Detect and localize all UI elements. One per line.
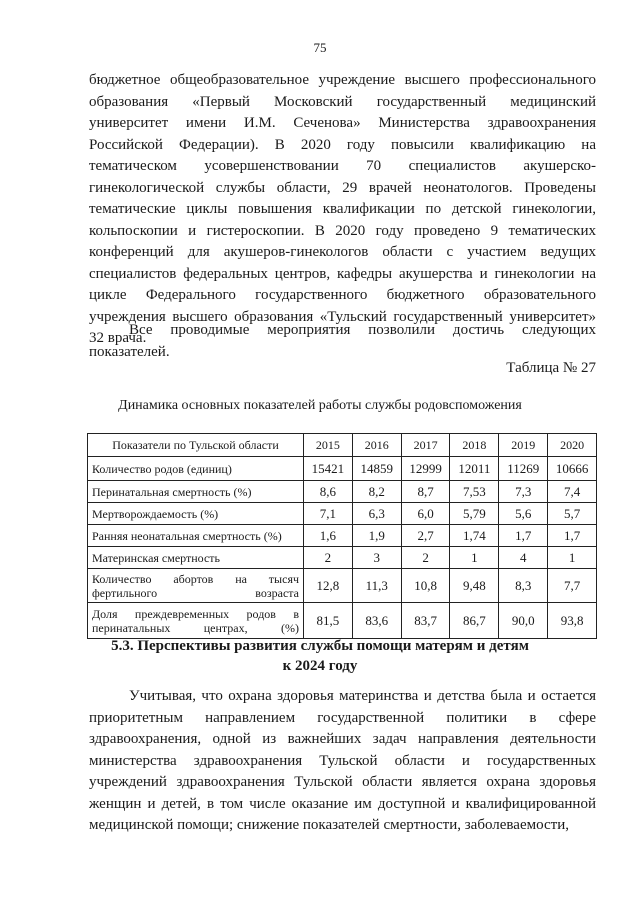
header-year: 2017	[401, 434, 450, 457]
cell-value: 1,7	[548, 525, 597, 547]
row-label: Перинатальная смертность (%)	[88, 481, 304, 503]
cell-value: 5,6	[499, 503, 548, 525]
table-number: Таблица № 27	[506, 360, 596, 376]
header-indicator: Показатели по Тульской области	[88, 434, 304, 457]
table-row	[88, 457, 597, 481]
cell-value: 81,5	[304, 603, 353, 639]
cell-value: 4	[499, 547, 548, 569]
table-caption: Динамика основных показателей работы службы родовспоможения	[118, 398, 522, 413]
row-label: Ранняя неонатальная смертность (%)	[88, 525, 304, 547]
cell-value: 7,4	[548, 481, 597, 503]
cell-value: 83,6	[352, 603, 401, 639]
cell-value: 12,8	[304, 569, 353, 603]
cell-value: 2,7	[401, 525, 450, 547]
cell-value: 5,7	[548, 503, 597, 525]
section-heading-line: 5.3. Перспективы развития службы помощи матерям и детям	[111, 638, 529, 654]
section-heading-line: к 2024 году	[282, 658, 358, 674]
cell-value: 86,7	[450, 603, 499, 639]
cell-value: 11269	[499, 457, 548, 481]
cell-value: 8,3	[499, 569, 548, 603]
cell-value: 11,3	[352, 569, 401, 603]
cell-value: 8,6	[304, 481, 353, 503]
row-label: Доля преждевременных родов в перинатальных центрах, (%)	[88, 603, 304, 639]
cell-value: 7,53	[450, 481, 499, 503]
table-row	[88, 547, 597, 569]
cell-value: 2	[304, 547, 353, 569]
cell-value: 93,8	[548, 603, 597, 639]
table-row	[88, 569, 597, 603]
table-row	[88, 481, 597, 503]
cell-value: 1	[548, 547, 597, 569]
paragraph-results: Все проводимые мероприятия позволили достичь следующих показателей.	[89, 322, 596, 360]
cell-value: 7,7	[548, 569, 597, 603]
cell-value: 1	[450, 547, 499, 569]
cell-value: 90,0	[499, 603, 548, 639]
cell-value: 7,1	[304, 503, 353, 525]
row-label: Материнская смертность	[88, 547, 304, 569]
header-year: 2020	[548, 434, 597, 457]
row-label: Мертворождаемость (%)	[88, 503, 304, 525]
cell-value: 8,7	[401, 481, 450, 503]
cell-value: 6,0	[401, 503, 450, 525]
cell-value: 14859	[352, 457, 401, 481]
table-row	[88, 603, 597, 639]
cell-value: 3	[352, 547, 401, 569]
indicators-table	[87, 433, 597, 639]
section-heading	[0, 636, 640, 676]
header-year: 2019	[499, 434, 548, 457]
header-year: 2016	[352, 434, 401, 457]
cell-value: 5,79	[450, 503, 499, 525]
cell-value: 1,7	[499, 525, 548, 547]
row-label: Количество родов (единиц)	[88, 457, 304, 481]
cell-value: 83,7	[401, 603, 450, 639]
cell-value: 2	[401, 547, 450, 569]
header-year: 2015	[304, 434, 353, 457]
table-row	[88, 503, 597, 525]
header-year: 2018	[450, 434, 499, 457]
paragraph-perspectives: Учитывая, что охрана здоровья материнства и детства была и остается приоритетным направлением государственной политики в сфере здравоохранения, одной из важнейших задач направления деятельности министерства здравоохранения Тульской области и государственных учреждений здравоохранения Тульской области является охрана здоровья женщин и детей, в том числе оказание им доступной и квалифицированной медицинской помощи; снижение показателей смертности, заболеваемости,	[89, 688, 596, 833]
row-label: Количество абортов на тысяч фертильного возраста	[88, 569, 304, 603]
page-number: 75	[313, 40, 327, 55]
cell-value: 9,48	[450, 569, 499, 603]
cell-value: 10666	[548, 457, 597, 481]
cell-value: 12011	[450, 457, 499, 481]
cell-value: 1,9	[352, 525, 401, 547]
cell-value: 1,6	[304, 525, 353, 547]
cell-value: 15421	[304, 457, 353, 481]
cell-value: 6,3	[352, 503, 401, 525]
table-header-row	[88, 434, 597, 457]
cell-value: 8,2	[352, 481, 401, 503]
table-row	[88, 525, 597, 547]
cell-value: 1,74	[450, 525, 499, 547]
cell-value: 12999	[401, 457, 450, 481]
cell-value: 7,3	[499, 481, 548, 503]
cell-value: 10,8	[401, 569, 450, 603]
paragraph-intro: бюджетное общеобразовательное учреждение высшего профессионального образования «Первый Московский государственный медицинский университет имени И.М. Сеченова» Министерства здравоохранения Российской Федерации). В 2020 году повысили квалификацию на тематическом усовершенствовании 70 специалистов акушерско-гинекологической службы области, 29 врачей неонатологов. Проведены тематические циклы повышения квалификации по детской гинекологии, кольпоскопии и гистероскопии. В 2020 году проведено 9 тематических конференций для акушеров-гинекологов области с участием ведущих специалистов федеральных центров, кафедры акушерства и гинекологии на цикле Федерального государственного бюджетного образовательного учреждения высшего образования «Тульский государственный университет» 32 врача.	[89, 72, 596, 346]
